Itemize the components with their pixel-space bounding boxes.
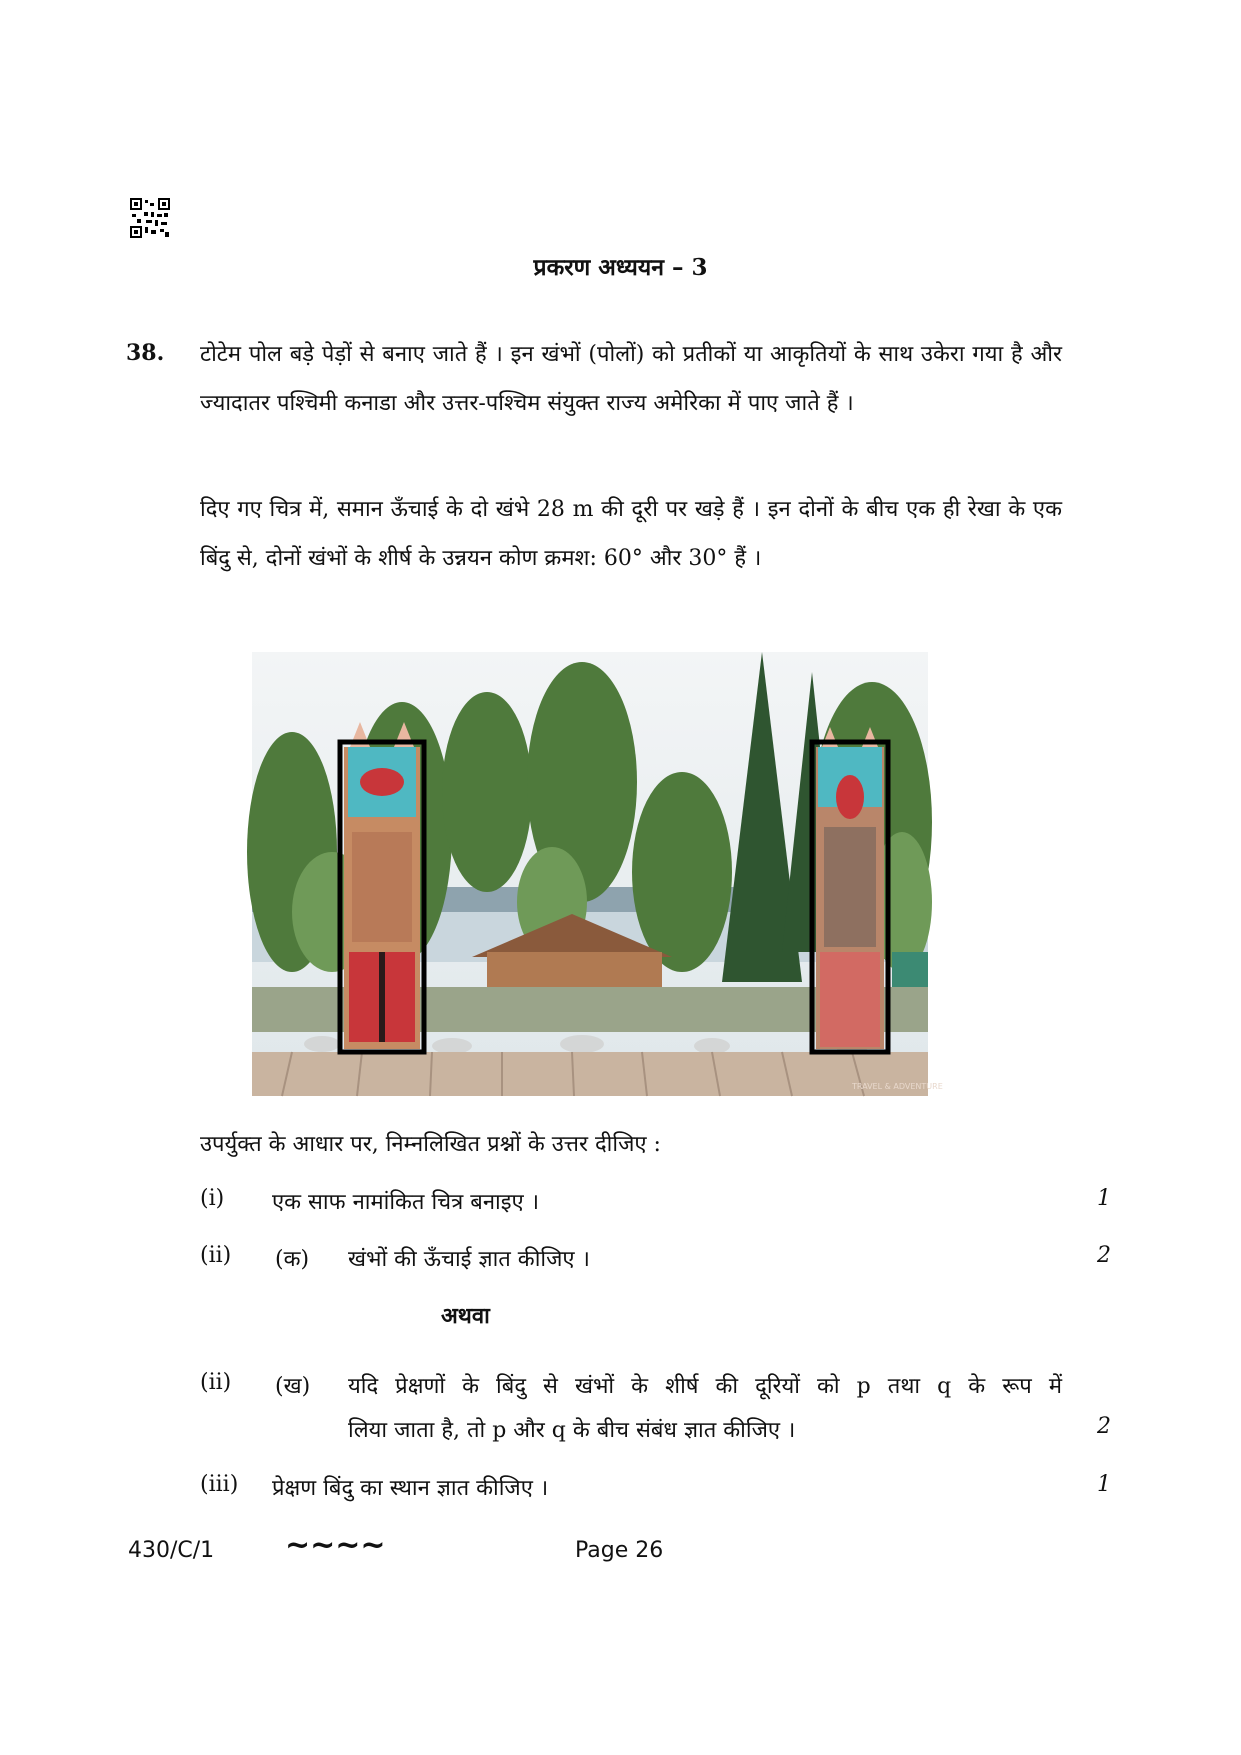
part-ii-b-text-line2: लिया जाता है, तो p और q के बीच संबंध ज्ञात कीजिए । xyxy=(348,1418,796,1443)
photo-watermark: TRAVEL & ADVENTURE xyxy=(852,1082,943,1091)
part-i-text: एक साफ नामांकित चित्र बनाइए । xyxy=(272,1190,540,1215)
page-number: Page 26 xyxy=(575,1538,664,1563)
part-i-marks: 1 xyxy=(1097,1186,1111,1211)
part-i-label: (i) xyxy=(200,1186,225,1211)
part-ii-b-text-line1: यदि प्रेक्षणों के बिंदु से खंभों के शीर्ष की दूरियों को p तथा q के रूप में xyxy=(348,1374,1062,1399)
qr-code-icon xyxy=(130,198,170,238)
section-heading: प्रकरण अध्ययन – 3 xyxy=(533,254,708,281)
question-number: 38. xyxy=(126,340,165,366)
part-ii-a-text: खंभों की ऊँचाई ज्ञात कीजिए । xyxy=(348,1247,590,1272)
part-iii-text: प्रेक्षण बिंदु का स्थान ज्ञात कीजिए । xyxy=(272,1476,549,1501)
part-ii-a-marks: 2 xyxy=(1097,1243,1111,1268)
footer-wave: ~~~~ xyxy=(285,1528,386,1563)
part-iii-marks: 1 xyxy=(1097,1472,1111,1497)
part-ii-a-label: (ii) xyxy=(200,1243,232,1268)
instruction-text: उपर्युक्त के आधार पर, निम्नलिखित प्रश्नों के उत्तर दीजिए : xyxy=(200,1132,661,1157)
paper-code: 430/C/1 xyxy=(128,1538,215,1563)
totem-poles-photo xyxy=(252,652,943,1096)
question-paragraph-2: दिए गए चित्र में, समान ऊँचाई के दो खंभे 28 m की दूरी पर खड़े हैं । इन दोनों के बीच एक ही रेखा के एक बिंदु से, दोनों खंभों के शीर्ष के उन्नयन कोण क्रमश: 60° और 30° हैं । xyxy=(200,497,1062,571)
part-ii-b-label: (ii) xyxy=(200,1370,232,1395)
or-separator: अथवा xyxy=(441,1303,490,1329)
question-paragraph-1: टोटेम पोल बड़े पेड़ों से बनाए जाते हैं । इन खंभों (पोलों) को प्रतीकों या आकृतियों के साथ उकेरा गया है और ज्यादातर पश्चिमी कनाडा और उत्तर-पश्चिम संयुक्त राज्य अमेरिका में पाए जाते हैं । xyxy=(200,342,1062,416)
part-ii-b-sub: (ख) xyxy=(275,1374,311,1399)
part-ii-a-sub: (क) xyxy=(275,1247,310,1272)
part-iii-label: (iii) xyxy=(200,1472,239,1497)
part-ii-b-marks: 2 xyxy=(1097,1414,1111,1439)
